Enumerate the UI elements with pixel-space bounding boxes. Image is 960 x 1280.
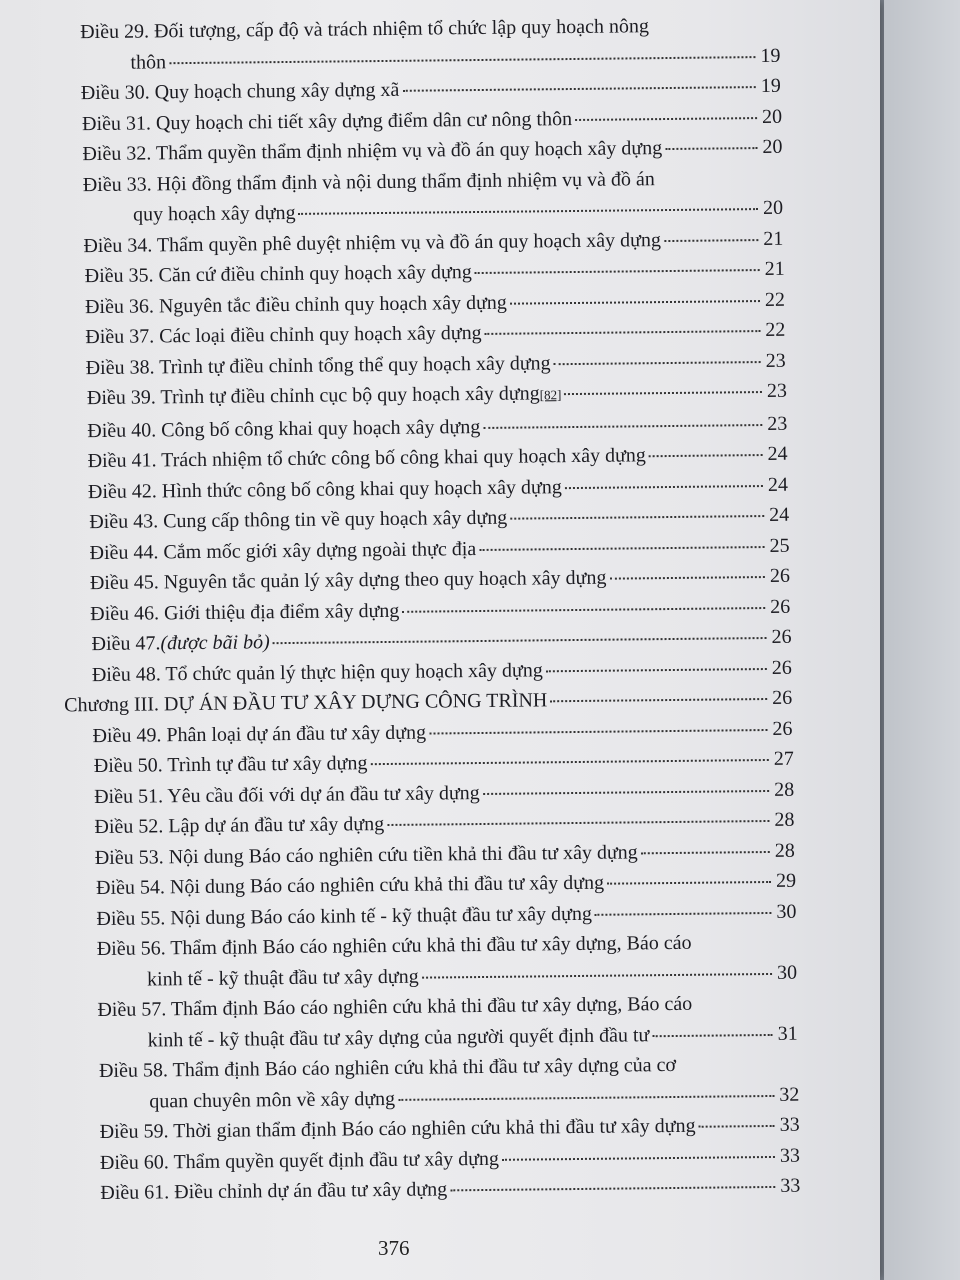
toc-entry-page: 25 [769,534,790,557]
toc-entry-title: Điều 29. Đối tượng, cấp độ và trách nhiệm tổ chức lập quy hoạch nông [80,15,650,44]
toc-entry-title-continued: quan chuyên môn về xây dựng [149,1087,396,1112]
toc-entry-title: Điều 36. Nguyên tắc điều chỉnh quy hoạch xây dựng [84,291,507,318]
toc-entry-title: Điều 61. Điều chỉnh dự án đầu tư xây dựng [100,1178,448,1205]
toc-entry-title: Điều 56. Thẩm định Báo cáo nghiên cứu khả thi đầu tư xây dựng, Báo cáo [96,931,692,961]
toc-entry-title: Điều 32. Thẩm quyền thẩm định nhiệm vụ và đồ án quy hoạch xây dựng [82,137,663,166]
toc-entry-title: Điều 31. Quy hoạch chi tiết xây dựng điểm dân cư nông thôn [81,107,573,135]
leader-dots [475,269,760,274]
leader-dots [402,607,765,613]
toc-entry-page: 23 [766,379,788,402]
toc-entry-title: Điều 60. Thẩm quyền quyết định đầu tư xây dựng [99,1147,500,1174]
leader-dots [402,86,755,92]
toc-entry [100,1171,800,1209]
toc-entry-page: 27 [773,747,794,770]
leader-dots [398,1094,774,1100]
toc-entry-page: 33 [779,1144,801,1167]
toc-entry-page: 31 [777,1022,798,1045]
toc-entry-page: 21 [764,257,785,281]
leader-dots [387,820,769,826]
toc-entry-title: Điều 47. [91,632,161,656]
leader-dots [575,117,757,121]
toc-entry-title-continued: kinh tế - kỹ thuật đầu tư xây dựng của người quyết định đầu tư [147,1023,650,1052]
toc-entry-page: 26 [769,564,790,587]
toc-entry-page: 26 [771,625,792,648]
toc-entry [97,988,798,1056]
toc-entry-page: 21 [763,227,784,250]
toc-entry-page: 22 [765,318,786,342]
toc-entry-page: 30 [776,900,797,923]
page-number: 376 [378,1236,410,1260]
leader-dots [422,972,772,978]
leader-dots [169,56,755,64]
toc-entry-page: 33 [780,1174,801,1197]
leader-dots [370,759,768,765]
toc-entry-page: 19 [760,44,781,67]
toc-entry-title: Điều 35. Căn cứ điều chỉnh quy hoạch xây dựng [84,261,472,288]
leader-dots [483,789,769,794]
leader-dots [609,576,764,580]
toc-entry-page: 20 [762,196,784,220]
adjacent-page-edge [884,0,960,1280]
toc-entry-title: Điều 46. Giới thiệu địa điểm xây dựng [90,599,400,625]
leader-dots [450,1186,775,1191]
toc-entry-title: Điều 49. Phân loại dự án đầu tư xây dựng [92,721,427,747]
toc-entry-title: Điều 30. Quy hoạch chung xây dựng xã [80,78,400,105]
toc-entry-title: Điều 59. Thời gian thẩm định Báo cáo nghiên cứu khả thi đầu tư xây dựng [99,1114,696,1144]
toc-entry [99,1049,800,1117]
toc-entry [83,162,784,230]
toc-entry-title: Điều 45. Nguyên tắc quản lý xây dựng theo quy hoạch xây dựng [89,566,607,595]
toc-entry-page: 28 [774,778,795,801]
toc-entry-title: Điều 57. Thẩm định Báo cáo nghiên cứu khả thi đầu tư xây dựng, Báo cáo [97,992,693,1022]
toc-entry-title-continued: quy hoạch xây dựng [132,201,296,226]
toc-entry-title: Điều 52. Lập dự án đầu tư xây dựng [94,813,385,839]
leader-dots [483,424,762,429]
toc-entry-page: 20 [761,105,783,128]
leader-dots [665,147,757,150]
toc-entry-title: Điều 53. Nội dung Báo cáo nghiên cứu tiền khả thi đầu tư xây dựng [94,840,638,869]
toc-entry-page: 24 [767,473,789,496]
toc-entry-page: 29 [775,869,797,892]
toc-entry-title: Chương III. DỰ ÁN ĐẦU TƯ XÂY DỰNG CÔNG TRÌNH [64,689,548,717]
leader-dots [641,850,770,853]
toc-entry-page: 23 [767,412,788,435]
toc-entry-title-continued: kinh tế - kỹ thuật đầu tư xây dựng [146,965,419,991]
leader-dots [485,330,761,335]
table-of-contents [0,9,892,1210]
toc-entry-title: Điều 41. Trách nhiệm tổ chức công bố công khai quy hoạch xây dựng [87,444,646,473]
toc-entry-note: (được bãi bỏ) [160,631,270,655]
toc-entry-page: 24 [769,503,790,526]
toc-entry-title: Điều 44. Cắm mốc giới xây dựng ngoài thực địa [89,537,477,564]
leader-dots [273,637,767,644]
leader-dots [652,1033,772,1036]
leader-dots [479,546,764,551]
leader-dots [664,239,758,242]
toc-entry-page: 19 [760,74,781,98]
leader-dots [649,454,763,457]
toc-entry-title: Điều 40. Công bố công khai quy hoạch xây dựng [87,415,481,442]
toc-entry-title: Điều 54. Nội dung Báo cáo nghiên cứu khả thi đầu tư xây dựng [96,871,605,900]
toc-entry-title: Điều 33. Hội đồng thẩm định và nội dung thẩm định nhiệm vụ và đồ án [82,167,655,196]
toc-entry-title: Điều 58. Thẩm định Báo cáo nghiên cứu khả thi đầu tư xây dựng của cơ [98,1053,677,1083]
leader-dots [564,391,762,395]
toc-entry-page: 30 [776,961,798,984]
leader-dots [565,485,763,489]
leader-dots [299,208,759,215]
toc-entry-page: 20 [762,135,783,159]
toc-entry-page: 24 [767,442,788,465]
footnote-ref[interactable]: [82] [539,387,562,403]
leader-dots [510,515,764,520]
toc-entry-title: Điều 50. Trình tự đầu tư xây dựng [93,752,368,778]
toc-entry-page: 23 [765,349,786,372]
toc-entry-title: Điều 43. Cung cấp thông tin về quy hoạch xây dựng [89,506,508,534]
leader-dots [554,361,761,365]
toc-entry-page: 26 [772,717,793,740]
leader-dots [699,1125,775,1128]
toc-entry-page: 28 [774,839,795,862]
toc-entry-page: 32 [779,1083,800,1106]
leader-dots [546,668,767,672]
leader-dots [429,729,767,735]
leader-dots [550,698,767,702]
leader-dots [607,881,771,885]
toc-entry-title: Điều 38. Trình tự điều chỉnh tổng thể quy hoạch xây dựng [85,351,551,379]
toc-entry-title: Điều 55. Nội dung Báo cáo kinh tế - kỹ thuật đầu tư xây dựng [96,902,593,930]
toc-entry-title: Điều 37. Các loại điều chỉnh quy hoạch xây dựng [85,321,482,349]
toc-entry-title: Điều 48. Tổ chức quản lý thực hiện quy hoạch xây dựng [91,658,543,686]
toc-entry [80,10,781,78]
toc-entry-title-continued: thôn [130,50,167,74]
leader-dots [510,300,760,305]
leader-dots [595,911,772,915]
toc-entry-title: Điều 39. Trình tự điều chỉnh cục bộ quy hoạch xây dựng [86,382,540,410]
leader-dots [502,1155,775,1160]
toc-entry-page: 26 [770,595,791,618]
toc-entry [97,927,798,995]
toc-entry-title: Điều 51. Yêu cầu đối với dự án đầu tư xây dựng [94,781,480,808]
toc-entry-page: 33 [779,1113,800,1136]
toc-entry-page: 22 [764,288,786,311]
toc-entry-page: 28 [774,808,795,831]
toc-entry-title: Điều 34. Thẩm quyền phê duyệt nhiệm vụ và đồ án quy hoạch xây dựng [83,228,662,257]
toc-entry-title: Điều 42. Hình thức công bố công khai quy hoạch xây dựng [87,475,562,503]
toc-entry-page: 26 [772,686,793,709]
toc-entry-page: 26 [771,656,792,679]
